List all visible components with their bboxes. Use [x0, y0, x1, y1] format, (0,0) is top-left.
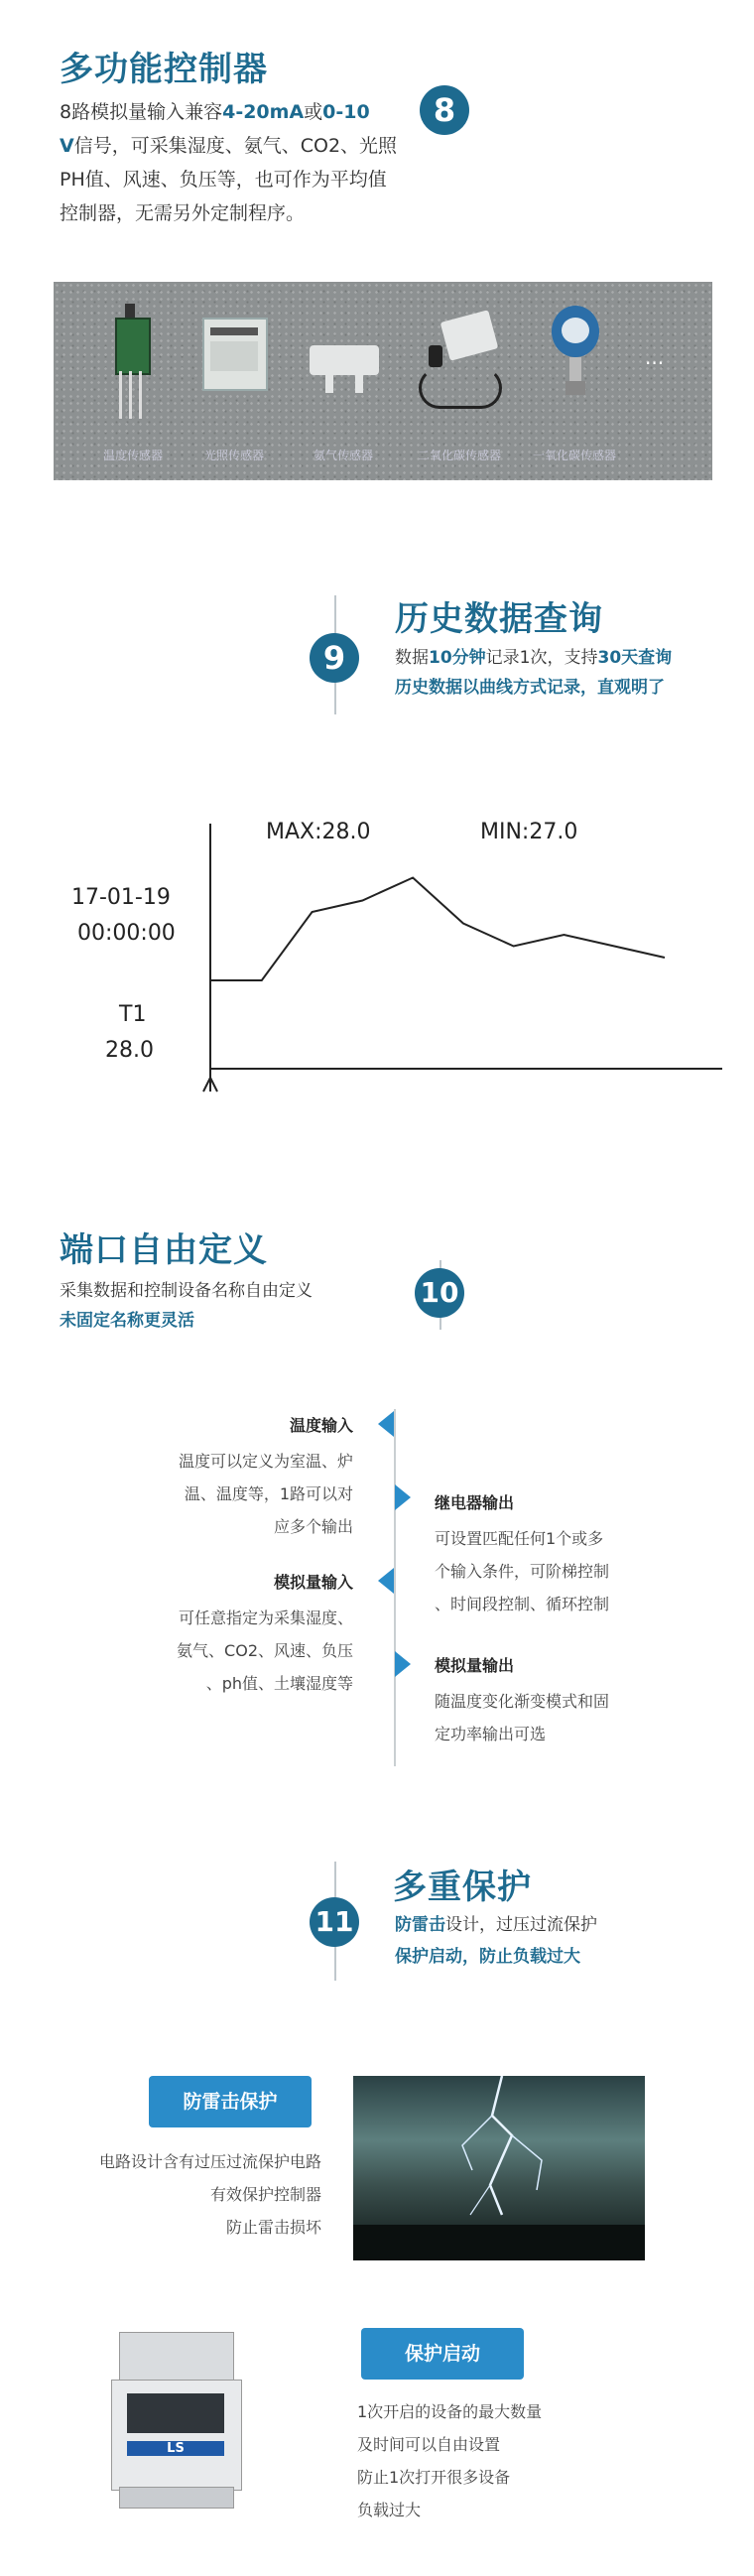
co-sensor-image: [544, 306, 607, 415]
sensor-caption-2: 光照传感器: [203, 449, 264, 462]
analog-input-text: 可任意指定为采集湿度、 氨气、CO2、风速、负压 、ph值、土壤湿度等: [177, 1609, 353, 1693]
chart-max-label: MAX:28.0: [266, 820, 371, 844]
sensor-caption-1: 温度传感器: [102, 449, 163, 462]
port-timeline-line: [394, 1409, 396, 1766]
startup-protection-badge: 保护启动: [361, 2328, 524, 2380]
lightning-protection-badge: 防雷击保护: [149, 2076, 312, 2127]
chart-date-label: 17-01-19: [71, 885, 171, 910]
sensor-caption-5: 一氧化碳传感器: [532, 449, 616, 462]
analog-output-text: 随温度变化渐变模式和固 定功率输出可选: [435, 1692, 610, 1743]
temperature-sensor-image: [111, 304, 151, 423]
contactor-brand-label: LS: [127, 2441, 224, 2456]
section9-description: 数据10分钟记录1次，支持30天查询 历史数据以曲线方式记录，直观明了: [395, 648, 673, 698]
timeline-marker-temp: [378, 1411, 394, 1437]
history-chart-svg: [60, 804, 734, 1121]
contactor-image: [111, 2332, 240, 2509]
timeline-marker-relay: [395, 1484, 411, 1510]
lightning-protection-text: 电路设计含有过压过流保护电路 有效保护控制器 防止雷击损坏: [98, 2152, 321, 2237]
section10-title: 端口自由定义: [60, 1230, 268, 1270]
section10-description: 采集数据和控制设备名称自由定义 未固定名称更灵活: [60, 1281, 313, 1331]
section8-number: 8: [420, 85, 469, 135]
lightning-image: [353, 2076, 645, 2260]
co2-sensor-image: [419, 316, 502, 415]
section9-number: 9: [310, 633, 359, 683]
chart-channel-label: T1: [119, 1002, 147, 1027]
section11-description: 防雷击设计，过压过流保护 保护启动，防止负载过大: [395, 1915, 597, 1967]
light-sensor-image: [202, 318, 268, 391]
relay-output-title: 继电器输出: [435, 1493, 515, 1512]
sensors-banner: [54, 282, 712, 480]
history-chart: [60, 804, 734, 1121]
section11-title: 多重保护: [393, 1868, 532, 1907]
chart-time-label: 00:00:00: [77, 921, 176, 946]
analog-output-title: 模拟量输出: [435, 1656, 515, 1675]
temp-input-title: 温度输入: [289, 1416, 353, 1435]
section9-title: 历史数据查询: [395, 599, 603, 639]
section11-number: 11: [310, 1897, 359, 1947]
chart-min-label: MIN:27.0: [480, 820, 578, 844]
timeline-marker-analog-out: [395, 1651, 411, 1677]
temp-input-text: 温度可以定义为室温、炉 温、温度等，1路可以对 应多个输出: [178, 1452, 353, 1536]
relay-output-text: 可设置匹配任何1个或多 个输入条件，可阶梯控制 、时间段控制、循环控制: [435, 1529, 610, 1613]
chart-value-label: 28.0: [105, 1038, 154, 1063]
sensor-caption-4: 二氧化碳传感器: [417, 449, 501, 462]
sensor-caption-3: 氨气传感器: [313, 449, 373, 462]
section8-description: 8路模拟量输入兼容4-20mA或0-10 V信号，可采集湿度、氨气、CO2、光照 PH值、风速、负压等，也可作为平均值 控制器，无需另外定制程序。: [60, 101, 398, 224]
startup-protection-text: 1次开启的设备的最大数量 及时间可以自由设置 防止1次打开很多设备 负载过大: [357, 2402, 543, 2519]
timeline-marker-analog-in: [378, 1568, 394, 1594]
history-series-line: [211, 878, 665, 981]
analog-input-title: 模拟量输入: [273, 1573, 353, 1592]
section10-number: 10: [415, 1268, 464, 1318]
more-indicator: ...: [645, 345, 665, 369]
section8-title: 多功能控制器: [60, 50, 268, 89]
ammonia-sensor-image: [310, 325, 379, 397]
